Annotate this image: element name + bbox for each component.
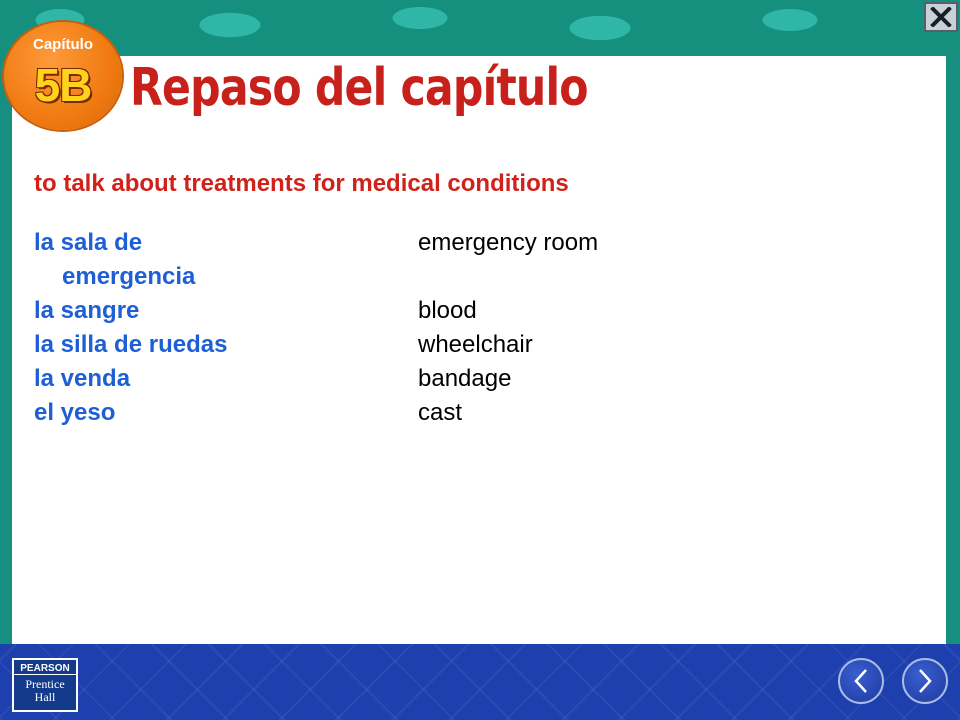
vocab-row (34, 328, 674, 362)
vocab-list (34, 226, 674, 430)
english-term: cast (418, 399, 463, 426)
spanish-term: el yeso (34, 399, 116, 426)
spanish-term: la sangre (34, 297, 140, 324)
pearson-logo (12, 658, 78, 712)
logo-top-text: PEARSON (14, 660, 76, 675)
next-button[interactable] (902, 658, 948, 704)
spanish-term: la silla de ruedas (34, 331, 228, 358)
logo-line1: Prentice (25, 677, 65, 691)
logo-line2: Hall (34, 690, 56, 704)
english-term: wheelchair (418, 331, 533, 358)
english-term: blood (418, 297, 477, 324)
vocab-row (34, 396, 674, 430)
english-term: bandage (418, 365, 512, 392)
spanish-term (34, 226, 414, 294)
spanish-term-line2: emergencia (62, 263, 196, 290)
left-border (0, 55, 12, 645)
vocab-row (34, 362, 674, 396)
english-term: emergency room (418, 229, 599, 256)
spanish-term-line1: la sala de (34, 229, 143, 256)
header-background (0, 0, 960, 60)
vocab-row (34, 294, 674, 328)
close-icon (930, 7, 952, 27)
right-border (946, 55, 960, 645)
vocab-row (34, 226, 674, 294)
chevron-right-icon (915, 667, 935, 695)
page-title: Repaso del capítulo (130, 58, 588, 118)
chapter-label: Capítulo (33, 36, 93, 53)
previous-button[interactable] (838, 658, 884, 704)
spanish-term: la venda (34, 365, 131, 392)
footer-bar (0, 644, 960, 720)
chapter-badge (4, 22, 122, 130)
close-button[interactable] (924, 2, 958, 32)
chapter-number: 5B (34, 59, 92, 111)
section-heading: to talk about treatments for medical conditions (34, 170, 569, 197)
chevron-left-icon (851, 667, 871, 695)
